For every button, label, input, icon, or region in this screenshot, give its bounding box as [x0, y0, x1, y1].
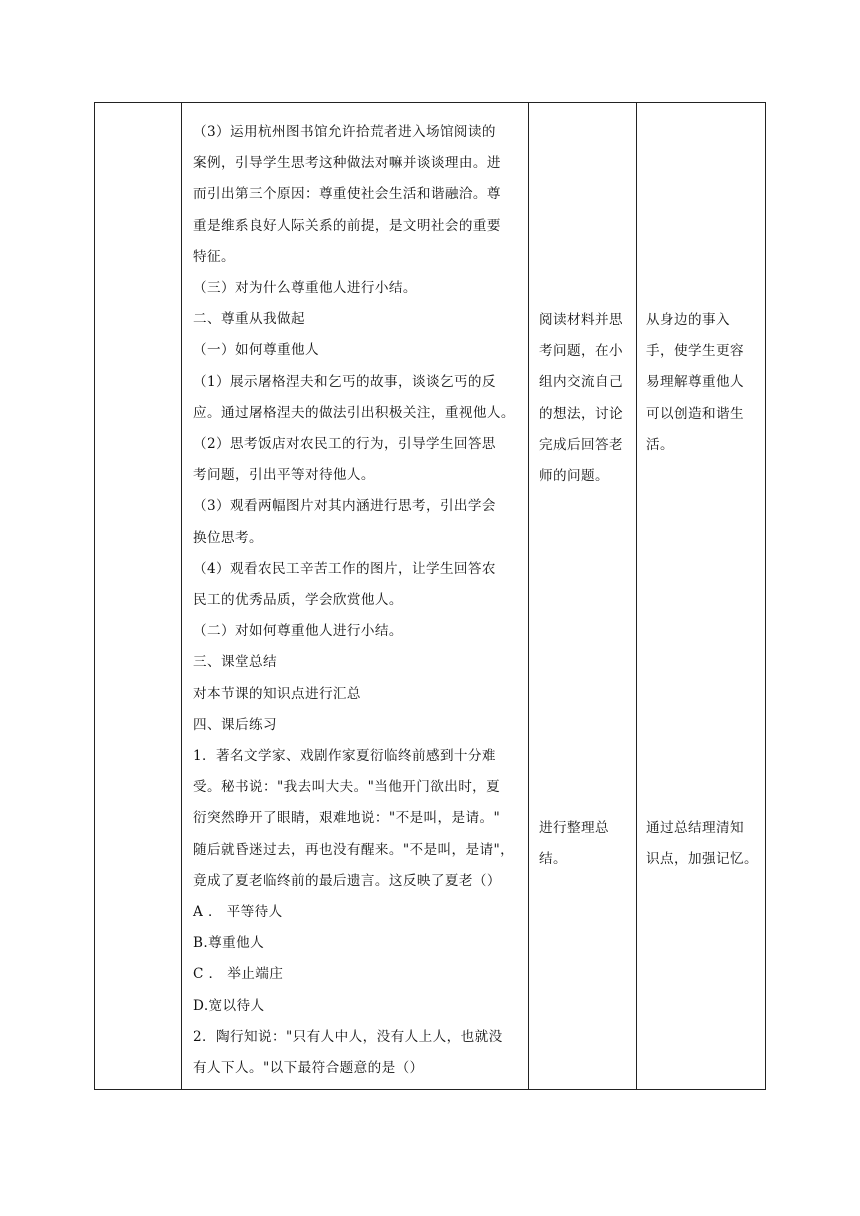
section-heading: 二、尊重从我做起	[193, 311, 305, 328]
lesson-plan-table	[94, 102, 766, 1090]
text-line: 师的问题。	[539, 468, 609, 485]
answer-option: B.尊重他人	[193, 935, 265, 952]
text-line: 竟成了夏老临终前的最后遗言。这反映了夏老（）	[193, 872, 501, 889]
answer-option: D.宽以待人	[193, 997, 265, 1014]
text-line: 应。通过屠格涅夫的做法引出积极关注，重视他人。	[193, 404, 515, 421]
text-line: （一）如何尊重他人	[193, 342, 319, 359]
text-line: 案例，引导学生思考这种做法对嘛并谈谈理由。进	[193, 155, 501, 172]
design-intent-column	[637, 103, 767, 1089]
text-line: （三）对为什么尊重他人进行小结。	[193, 280, 417, 297]
teaching-process-column	[182, 103, 529, 1089]
text-line: 重是维系良好人际关系的前提，是文明社会的重要	[193, 217, 501, 234]
section-heading: 四、课后练习	[193, 716, 277, 733]
text-line: 的想法，讨论	[539, 405, 623, 422]
stage-column	[95, 103, 181, 1089]
text-line: 组内交流自己	[539, 374, 623, 391]
text-line: 进行整理总	[539, 820, 609, 836]
answer-option: A ． 平等待人	[193, 904, 283, 921]
text-line: 识点，加强记忆。	[646, 851, 758, 868]
text-line: 考问题，在小	[539, 343, 623, 360]
student-activity-note	[539, 305, 623, 492]
text-line: 阅读材料并思	[539, 312, 623, 328]
text-line: 活。	[646, 436, 674, 453]
text-line: 衍突然睁开了眼睛，艰难地说："不是叫，是请。"	[193, 810, 501, 827]
text-line: 结。	[539, 851, 567, 868]
student-activity-column	[529, 103, 636, 1089]
answer-option: C ． 举止端庄	[193, 966, 284, 983]
text-line: 通过总结理清知	[646, 820, 744, 836]
text-line: 特征。	[193, 248, 235, 265]
text-line: 手，使学生更容	[646, 343, 744, 360]
text-line: 完成后回答老	[539, 436, 623, 453]
text-line: 对本节课的知识点进行汇总	[193, 685, 361, 702]
text-line: （4）观看农民工辛苦工作的图片，让学生回答农	[193, 560, 496, 577]
text-line: 换位思考。	[193, 529, 263, 546]
text-line: 1．著名文学家、戏剧作家夏衍临终前感到十分难	[193, 748, 496, 765]
text-line: 从身边的事入	[646, 312, 730, 328]
text-line: 易理解尊重他人	[646, 374, 744, 391]
text-line: 而引出第三个原因：尊重使社会生活和谐融洽。尊	[193, 186, 501, 203]
text-line: 考问题，引出平等对待他人。	[193, 467, 375, 484]
design-intent-note	[646, 813, 758, 875]
text-line: 有人下人。"以下最符合题意的是（）	[193, 1060, 424, 1077]
text-line: （3）观看两幅图片对其内涵进行思考，引出学会	[193, 498, 496, 515]
section-heading: 三、课堂总结	[193, 654, 277, 671]
student-activity-note	[539, 813, 609, 875]
text-line: （1）展示屠格涅夫和乞丐的故事，谈谈乞丐的反	[193, 373, 496, 390]
text-line: 民工的优秀品质，学会欣赏他人。	[193, 592, 403, 609]
text-line: 随后就昏迷过去，再也没有醒来。"不是叫，是请"，	[193, 841, 515, 858]
text-line: 2．陶行知说："只有人中人，没有人上人，也就没	[193, 1028, 503, 1045]
text-line: 可以创造和谐生	[646, 405, 744, 422]
text-line: （3）运用杭州图书馆允许拾荒者进入场馆阅读的	[193, 124, 496, 140]
design-intent-note	[646, 305, 744, 461]
text-line: （2）思考饭店对农民工的行为，引导学生回答思	[193, 436, 496, 453]
text-line: 受。秘书说："我去叫大夫。"当他开门欲出时，夏	[193, 779, 501, 796]
text-line: （二）对如何尊重他人进行小结。	[193, 623, 403, 640]
